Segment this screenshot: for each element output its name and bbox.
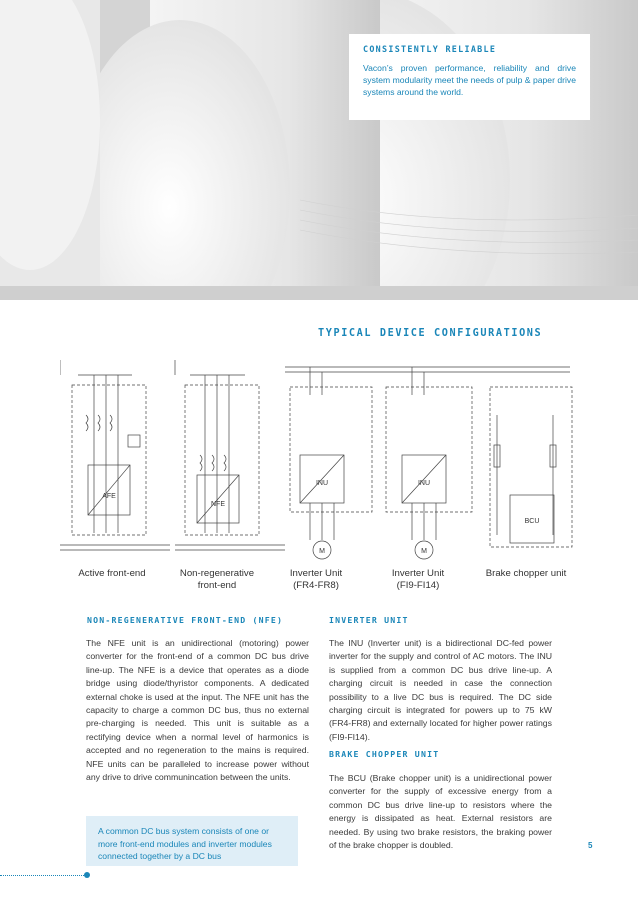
motor-label-1: M (319, 548, 325, 555)
nfe-diagram (175, 360, 285, 550)
inu-fr4-fr8-diagram (285, 367, 380, 559)
caption-inu2-line2: (FI9-FI14) (396, 580, 440, 591)
inu-title: INVERTER UNIT (329, 615, 409, 625)
bcu-block-label: BCU (524, 518, 540, 525)
bcu-text: The BCU (Brake chopper unit) is a unidirectional power converter for the supply of excessive energy from a common DC bus drive line-up to resistors where the energy is dissipated as heat. External resistors are needed. By using two brake resistors, the braking power of the brake chopper is doubled. (329, 773, 552, 851)
caption-inu1-line1: Inverter Unit (289, 568, 343, 579)
hero-paper-rolls-image (0, 0, 638, 300)
nfe-block-label: NFE (211, 501, 225, 508)
caption-nfe-line1: Non-regenerative (179, 568, 255, 579)
device-configuration-diagrams (60, 355, 580, 570)
page-number: 5 (588, 841, 593, 850)
inu-block-label-1: INU (315, 480, 329, 487)
callout-box (349, 34, 590, 120)
caption-inu2-line1: Inverter Unit (391, 568, 445, 579)
callout-title: CONSISTENTLY RELIABLE (363, 44, 497, 54)
nfe-title: NON-REGENERATIVE FRONT-END (NFE) (87, 615, 284, 625)
caption-nfe-line2: front-end (197, 580, 237, 591)
inu-block-label-2: INU (417, 480, 431, 487)
bcu-title: BRAKE CHOPPER UNIT (329, 749, 440, 759)
callout-text: Vacon’s proven performance, reliability and drive system modularity meet the needs of pulp & paper drive systems around the world. (363, 63, 576, 97)
caption-inu1-line2: (FR4-FR8) (293, 580, 339, 591)
inu-fi9-fi14-diagram (380, 367, 480, 559)
note-box: A common DC bus system consists of one or more front-end modules and inverter modules connected together by a DC bus (86, 816, 298, 866)
dotted-rule (0, 875, 86, 876)
afe-block-label: AFE (102, 493, 116, 500)
section-title: TYPICAL DEVICE CONFIGURATIONS (318, 328, 543, 339)
afe-diagram (60, 360, 170, 550)
caption-afe: Active front-end (78, 568, 146, 579)
nfe-text: The NFE unit is an unidirectional (motoring) power converter for the front-end of a common DC bus drive line-up. The NFE is a device that operates as a diode bridge using diode/thyristor components. A dedicated external choke is used at the input. The NFE unit has the capacity to charge a common DC bus, thus no external pre-charging is needed. This unit is suitable as a rectifying device when a normal level of harmonics is accepted and no regeneration to the mains is required. NFE units can be paralleled to increase power without any drive to drive communincation between the units. (86, 638, 309, 783)
inu-text: The INU (Inverter unit) is a bidirectional DC-fed power inverter for the supply and control of AC motors. The INU is supplied from a common DC bus drive line-up. A charging circuit is needed in case the connection possibility to a live DC bus is required. The DC side charging circuit is integrated for powers up to 75 kW (FR4-FR8) and externally located for higher power ratings (FI9-FI14). (329, 638, 552, 742)
dotted-rule-end (84, 872, 90, 878)
caption-bcu: Brake chopper unit (485, 568, 567, 579)
motor-label-2: M (421, 548, 427, 555)
